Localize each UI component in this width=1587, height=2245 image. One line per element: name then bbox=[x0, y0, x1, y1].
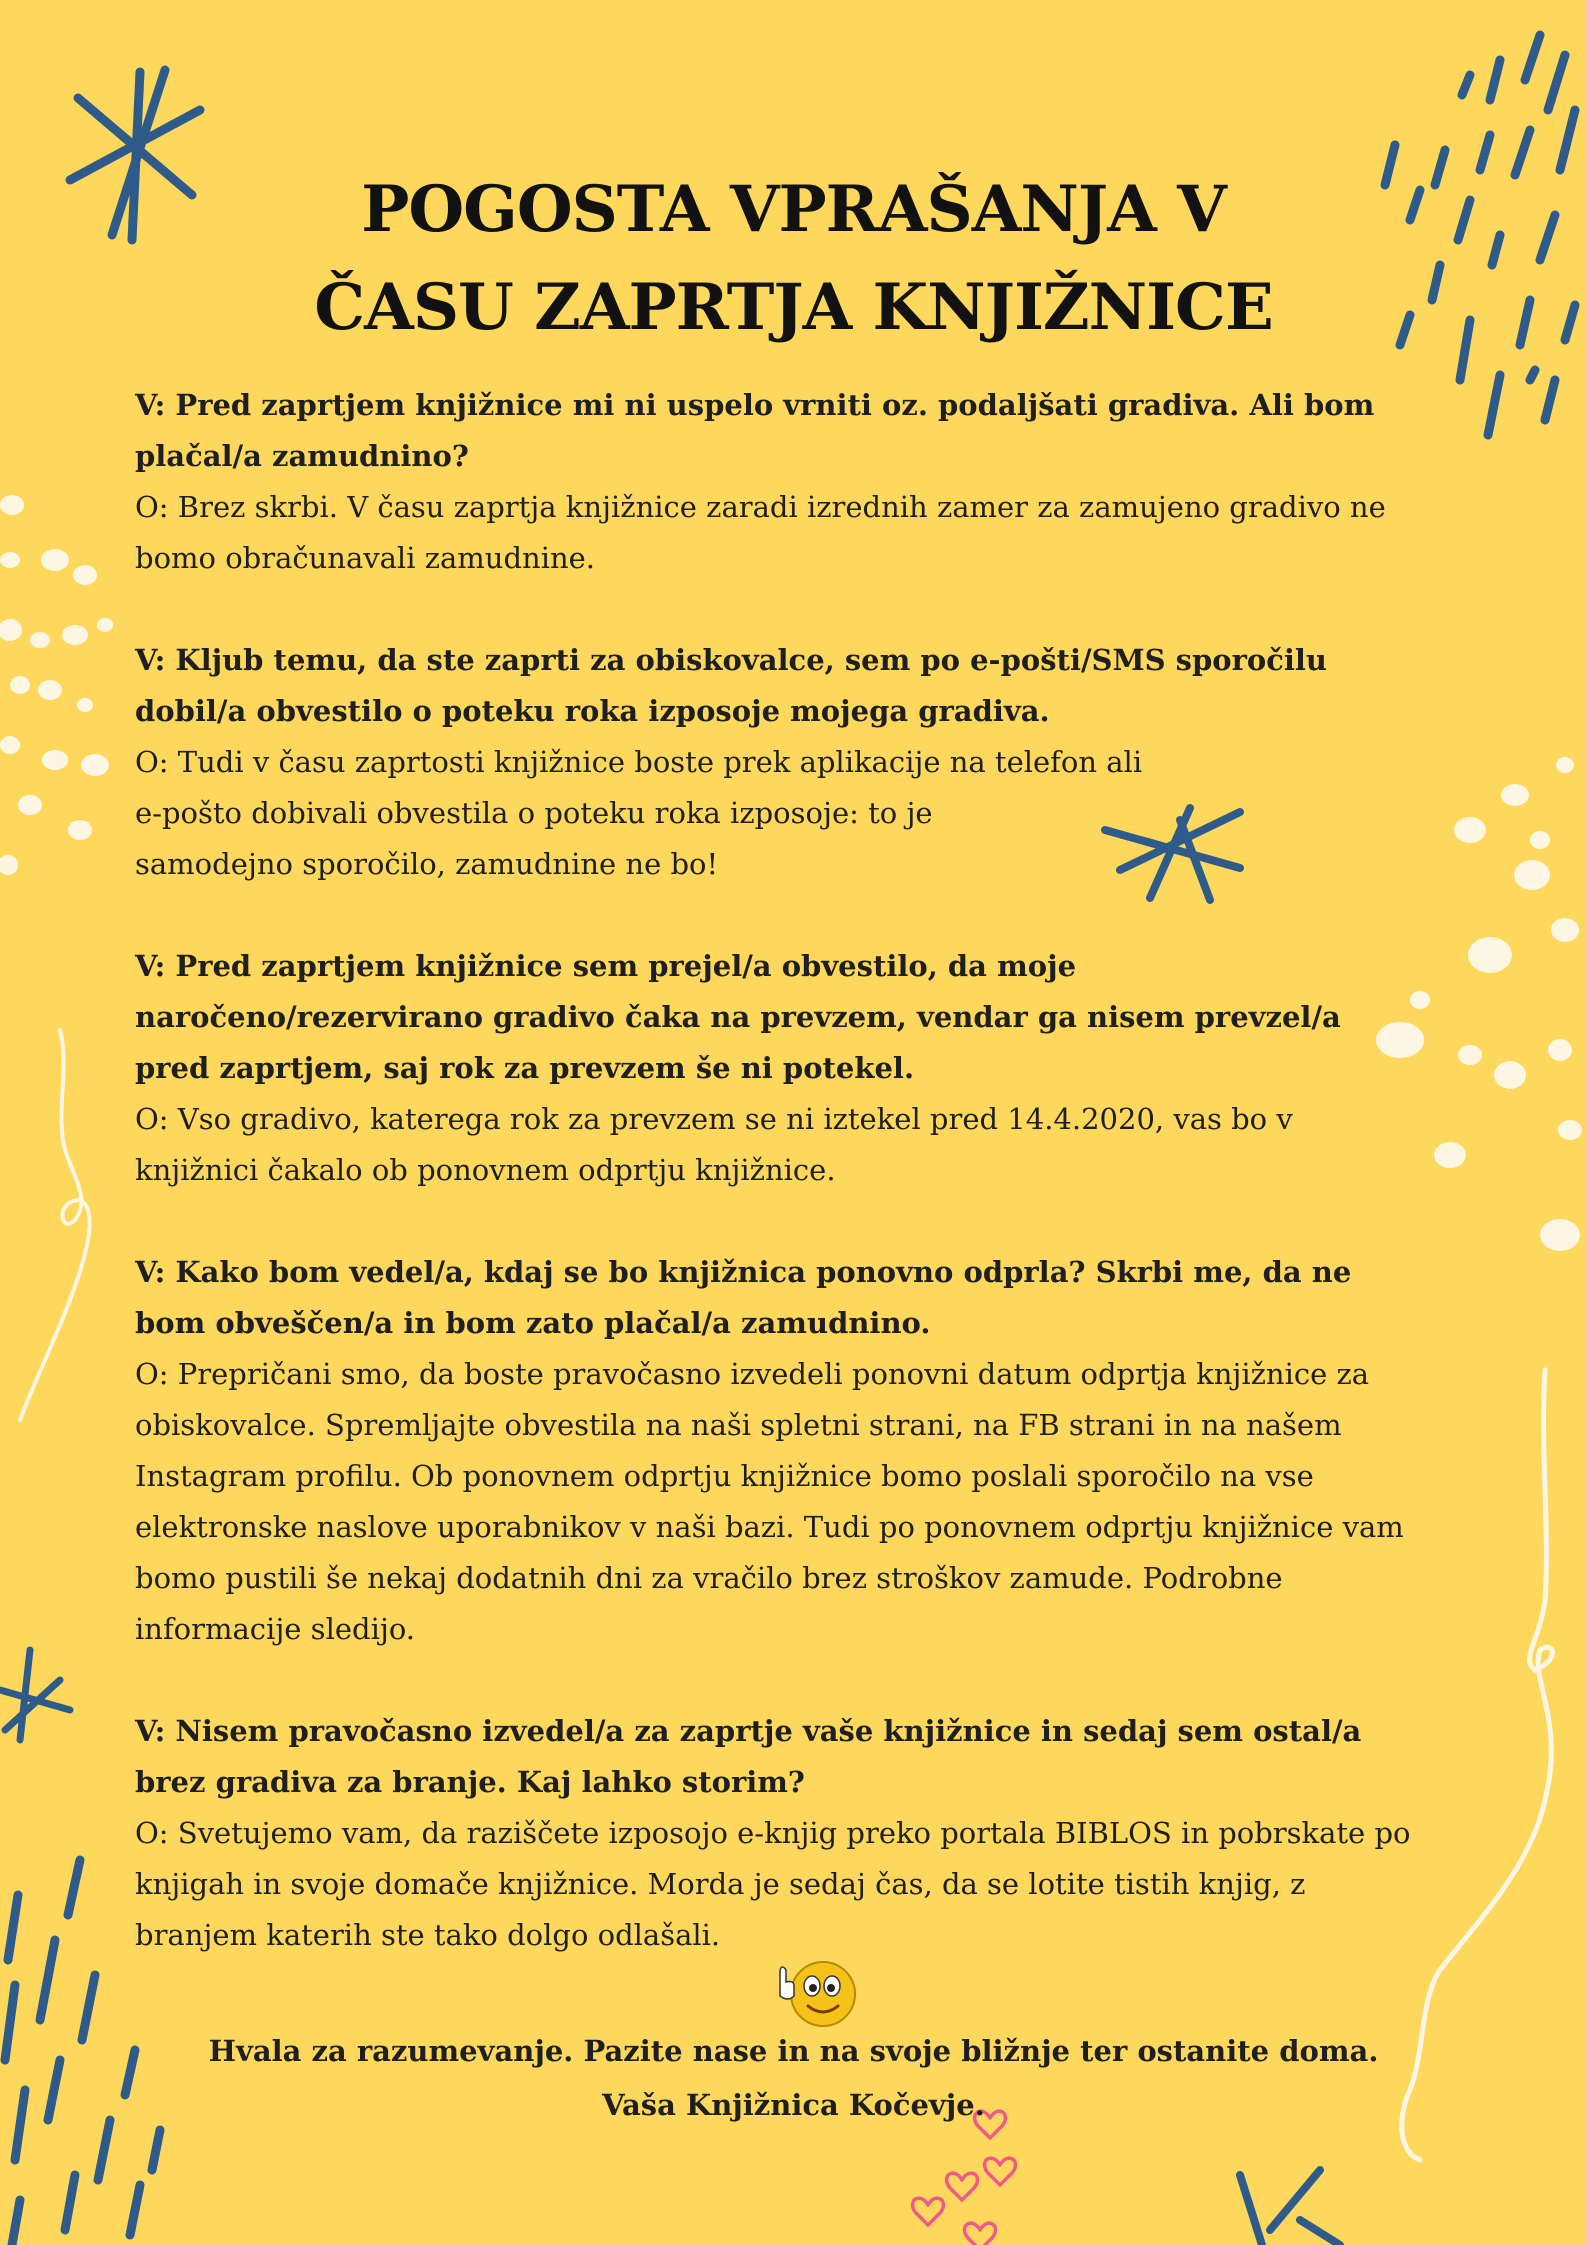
faq-answer bbox=[135, 737, 1415, 890]
page-title bbox=[0, 161, 1587, 357]
faq-item bbox=[135, 380, 1415, 584]
faq-item bbox=[135, 1247, 1415, 1655]
faq-answer: O: Prepričani smo, da boste pravočasno izvedeli ponovni datum odprtja knjižnice za obiskovalce. Spremljajte obvestila na naši spletni strani, na FB strani in na našem Instagram profilu. Ob ponovnem odprtju knjižnice bomo poslali sporočilo na vse elektronske naslove uporabnikov v naši bazi. Tudi po ponovnem odprtju knjižnice vam bomo pustili še nekaj dodatnih dni za vračilo brez stroškov zamude. Podrobne informacije sledijo. bbox=[135, 1357, 1404, 1646]
dot-pattern-left bbox=[0, 495, 113, 875]
faq-question: V: Pred zaprtjem knjižnice mi ni uspelo vrniti oz. podaljšati gradiva. Ali bom plačal/a zamudnino? bbox=[135, 388, 1375, 473]
faq-answer: O: Svetujemo vam, da raziščete izposojo e-knjig preko portala BIBLOS in pobrskate po knjigah in svoje domače knjižnice. Morda je sedaj čas, da se lotite tistih knjig, z branjem katerih ste tako dolgo odlašali. bbox=[135, 1816, 1411, 1952]
faq-answer-line: e-pošto dobivali obvestila o poteku roka izposoje: to je bbox=[135, 796, 933, 830]
faq-answer: O: Vso gradivo, katerega rok za prevzem se ni iztekel pred 14.4.2020, vas bo v knjižnici čakalo ob ponovnem odprtju knjižnice. bbox=[135, 1102, 1293, 1187]
faq-question: V: Nisem pravočasno izvedel/a za zaprtje vaše knjižnice in sedaj sem ostal/a brez gradiva za branje. Kaj lahko storim? bbox=[135, 1714, 1362, 1799]
faq-answer-line: samodejno sporočilo, zamudnine ne bo! bbox=[135, 847, 719, 881]
faq-item bbox=[135, 635, 1415, 890]
faq-question: V: Kljub temu, da ste zaprti za obiskovalce, sem po e-pošti/SMS sporočilu dobil/a obvestilo o poteku roka izposoje mojega gradiva. bbox=[135, 643, 1327, 728]
closing-signature: Vaša Knjižnica Kočevje. bbox=[602, 2088, 985, 2122]
title-line: POGOSTA VPRAŠANJA V bbox=[361, 171, 1226, 247]
faq-answer-line: O: Tudi v času zaprtosti knjižnice boste prek aplikacije na telefon ali bbox=[135, 745, 1143, 779]
faq-question: V: Pred zaprtjem knjižnice sem prejel/a obvestilo, da moje naročeno/rezervirano gradivo čaka na prevzem, vendar ga nisem prevzel/a pred zaprtjem, saj rok za prevzem še ni potekel. bbox=[135, 949, 1341, 1085]
starburst-decoration bbox=[1240, 2170, 1340, 2245]
closing-thanks: Hvala za razumevanje. Pazite nase in na svoje bližnje ter ostanite doma. bbox=[208, 2034, 1379, 2068]
faq-question: V: Kako bom vedel/a, kdaj se bo knjižnica ponovno odprla? Skrbi me, da ne bom obveščen/a in bom zato plačal/a zamudnino. bbox=[135, 1255, 1352, 1340]
faq-item bbox=[135, 941, 1415, 1196]
faq-answer: O: Brez skrbi. V času zaprtja knjižnice zaradi izrednih zamer za zamujeno gradivo ne bomo obračunavali zamudnine. bbox=[135, 490, 1386, 575]
curly-line-decoration bbox=[20, 1030, 90, 1420]
title-line: ČASU ZAPRTJA KNJIŽNICE bbox=[314, 269, 1273, 345]
closing-message bbox=[0, 2024, 1587, 2132]
faq-list bbox=[135, 380, 1415, 2012]
starburst-decoration bbox=[0, 1650, 70, 1740]
faq-item bbox=[135, 1706, 1415, 1961]
